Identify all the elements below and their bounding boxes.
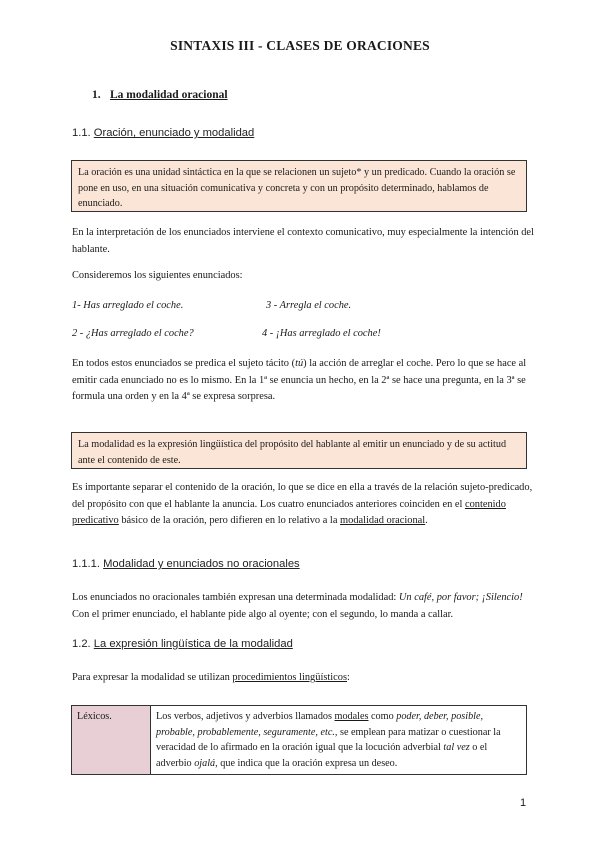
text-run: se emplean para matizar o cuestionar la veracidad de lo afirmado en la oración igual que la locución adverbial <box>156 726 501 753</box>
subsection-heading-1-1-1 <box>72 558 300 570</box>
text-run-italic: Un café, por favor; ¡Silencio! <box>398 592 523 603</box>
paragraph-procedimientos <box>72 670 534 687</box>
subsection-number: 1.2. <box>72 638 91 650</box>
text-run: , que indica que la oración expresa un deseo. <box>215 757 398 769</box>
definition-box-modalidad: La modalidad es la expresión lingüística del propósito del hablante al emitir un enunciado y de su actitud ante el contenido de este. <box>71 432 527 469</box>
subsection-number: 1.1. <box>72 127 91 139</box>
subsection-title: La expresión lingüística de la modalidad <box>93 638 293 650</box>
paragraph-no-oracionales <box>72 590 534 623</box>
subsection-heading-1-1 <box>72 127 254 139</box>
example-4: 4 - ¡Has arreglado el coche! <box>262 328 381 339</box>
text-run-italic: tú <box>295 358 304 369</box>
subsection-heading-1-2 <box>72 638 293 650</box>
subsection-title: Modalidad y enunciados no oracionales <box>103 558 300 570</box>
text-run-italic: ojalá <box>194 757 216 769</box>
text-run: ) la acción de arreglar el coche. Pero lo que se hace al emitir cada enunciado no es lo mismo. En la 1ª se enuncia un hecho, en la 2ª se hace una pregunta, en la 3ª se formula una orden y en la 4ª se expresa sorpresa. <box>72 358 527 402</box>
text-run-underlined: contenido predicativo <box>72 498 506 526</box>
text-run: como <box>368 711 397 722</box>
text-run-underlined: procedimientos lingüísticos <box>232 672 347 683</box>
table-cell-label: Léxicos. <box>72 706 151 775</box>
text-run: . <box>425 515 428 526</box>
text-run: Es importante separar el contenido de la oración, lo que se dice en ella a través de la relación sujeto-predicado, del propósito con que el hablante la anuncia. Los cuatro enunciados anteriores coinciden en el <box>72 482 533 510</box>
page-number: 1 <box>520 797 527 809</box>
subsection-number: 1.1.1. <box>72 558 100 570</box>
text-run-italic: tal vez <box>443 742 470 753</box>
paragraph-consideremos: Consideremos los siguientes enunciados: <box>72 270 243 281</box>
section-number: 1. <box>92 89 101 101</box>
example-2: 2 - ¿Has arreglado el coche? <box>72 328 194 339</box>
text-run: básico de la oración, pero difieren en lo relativo a la <box>118 515 341 526</box>
paragraph-interpretacion: En la interpretación de los enunciados interviene el contexto comunicativo, muy especialmente la intención del hablante. <box>72 227 534 255</box>
procedures-table <box>71 705 527 775</box>
text-run: Con el primer enunciado, el hablante pide algo al oyente; con el segundo, lo manda a callar. <box>72 608 454 620</box>
example-1: 1- Has arreglado el coche. <box>72 300 184 311</box>
text-run: En todos estos enunciados se predica el sujeto tácito ( <box>72 358 296 369</box>
table-row <box>72 706 527 775</box>
table-cell-description <box>151 706 527 775</box>
text-run: Los verbos, adjetivos y adverbios llamados <box>156 711 335 722</box>
text-run: o el adverbio <box>156 742 488 769</box>
text-run: Los enunciados no oracionales también expresan una determinada modalidad: <box>72 592 399 603</box>
section-heading-1 <box>92 89 228 101</box>
text-run-underlined: modales <box>334 711 369 722</box>
example-3: 3 - Arregla el coche. <box>266 300 352 311</box>
section-title: La modalidad oracional <box>110 89 228 101</box>
definition-box-oracion: La oración es una unidad sintáctica en la que se relacionen un sujeto* y un predicado. Cuando la oración se pone en uso, en una situación comunicativa y concreta y con un propósito determinado, hablamos de enunciado. <box>71 160 527 212</box>
document-title: SINTAXIS III - CLASES DE ORACIONES <box>170 38 430 53</box>
text-run: : <box>347 672 350 683</box>
text-run-underlined: modalidad oracional <box>340 515 426 526</box>
subsection-title: Oración, enunciado y modalidad <box>93 127 255 139</box>
text-run: Para expresar la modalidad se utilizan <box>72 672 233 683</box>
paragraph-contenido <box>72 480 534 530</box>
text-run-italic: poder, deber, posible, probable, probablemente, seguramente, etc., <box>156 711 484 738</box>
paragraph-sujeto-tacito <box>72 356 534 406</box>
